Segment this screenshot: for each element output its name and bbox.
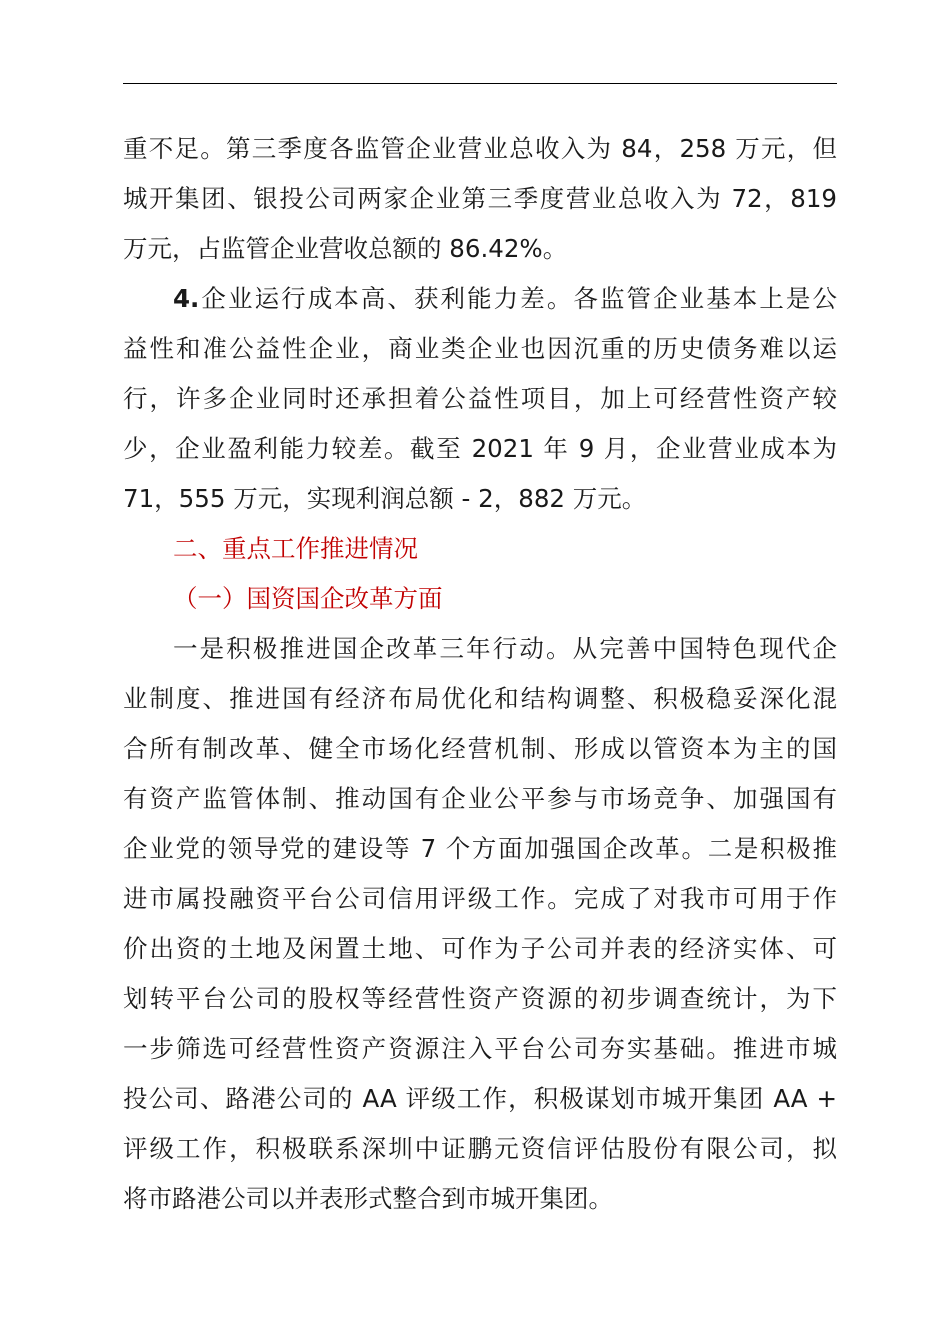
paragraph-line: 将市路港公司以并表形式整合到市城开集团。 [123,1184,613,1213]
paragraph-line: 进市属投融资平台公司信用评级工作。完成了对我市可用于作 [123,884,837,913]
paragraph-line: 价出资的土地及闲置土地、可作为子公司并表的经济实体、可 [123,934,837,963]
paragraph-line: 城开集团、银投公司两家企业第三季度营业总收入为 72，819 [123,184,837,213]
item-number: 4. [173,284,200,313]
subsection-heading: （一）国资国企改革方面 [173,584,443,613]
paragraph-line: 万元，占监管企业营收总额的 86.42%。 [123,234,568,263]
paragraph-line: 益性和准公益性企业，商业类企业也因沉重的历史债务难以运 [123,334,837,363]
paragraph-line: 一是积极推进国企改革三年行动。从完善中国特色现代企 [173,634,837,663]
paragraph-line: 划转平台公司的股权等经营性资产资源的初步调查统计，为下 [123,984,837,1013]
paragraph-line: 企业运行成本高、获利能力差。各监管企业基本上是公 [199,284,837,313]
paragraph-line: 少，企业盈利能力较差。截至 2021 年 9 月，企业营业成本为 [123,434,837,463]
header-rule [123,83,837,84]
paragraph-line: 有资产监管体制、推动国有企业公平参与市场竞争、加强国有 [123,784,837,813]
paragraph-line: 一步筛选可经营性资产资源注入平台公司夯实基础。推进市城 [123,1034,837,1063]
paragraph-item-4 [123,274,837,324]
paragraph-line: 合所有制改革、健全市场化经营机制、形成以管资本为主的国 [123,734,837,763]
paragraph-line: 重不足。第三季度各监管企业营业总收入为 84，258 万元，但 [123,134,837,163]
section-heading: 二、重点工作推进情况 [173,534,418,563]
paragraph-line: 评级工作，积极联系深圳中证鹏元资信评估股份有限公司，拟 [123,1134,837,1163]
paragraph-line: 71，555 万元，实现利润总额 - 2，882 万元。 [123,484,647,513]
document-body [123,124,837,1224]
paragraph-line: 投公司、路港公司的 AA 评级工作，积极谋划市城开集团 AA + [123,1084,837,1113]
paragraph-line: 行，许多企业同时还承担着公益性项目，加上可经营性资产较 [123,384,837,413]
paragraph-line: 企业党的领导党的建设等 7 个方面加强国企改革。二是积极推 [123,834,837,863]
paragraph-line: 业制度、推进国有经济布局优化和结构调整、积极稳妥深化混 [123,684,837,713]
